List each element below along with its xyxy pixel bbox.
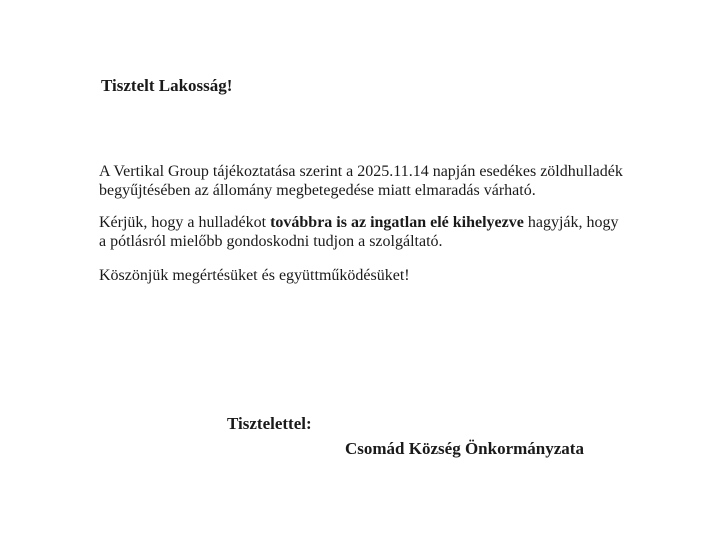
- request-line-1-after-bold: hagyják, hogy: [523, 214, 619, 231]
- request-line-1-bold-emphasis: továbbra is az ingatlan elé kihelyezve: [270, 214, 524, 231]
- request-line-1-before-bold: Kérjük, hogy a hulladékot: [99, 214, 271, 231]
- paragraph-thanks: Köszönjük megértésüket és együttműködésüket!: [99, 267, 410, 284]
- notice-line-1: A Vertikal Group tájékoztatása szerint a 2025.11.14 napján esedékes zöldhulladék: [99, 163, 623, 180]
- request-line-2: a pótlásról mielőbb gondoskodni tudjon a szolgáltató.: [99, 232, 443, 250]
- closing-text: Tisztelettel:: [227, 414, 312, 433]
- paragraph-notice: [99, 163, 623, 200]
- notice-line-2: begyűjtésében az állomány megbetegedése miatt elmaradás várható.: [99, 181, 536, 199]
- signature-text: Csomád Község Önkormányzata: [345, 439, 584, 458]
- greeting-text: Tisztelt Lakosság!: [101, 76, 233, 95]
- paragraph-request: [99, 214, 619, 251]
- request-line-1: [99, 214, 619, 233]
